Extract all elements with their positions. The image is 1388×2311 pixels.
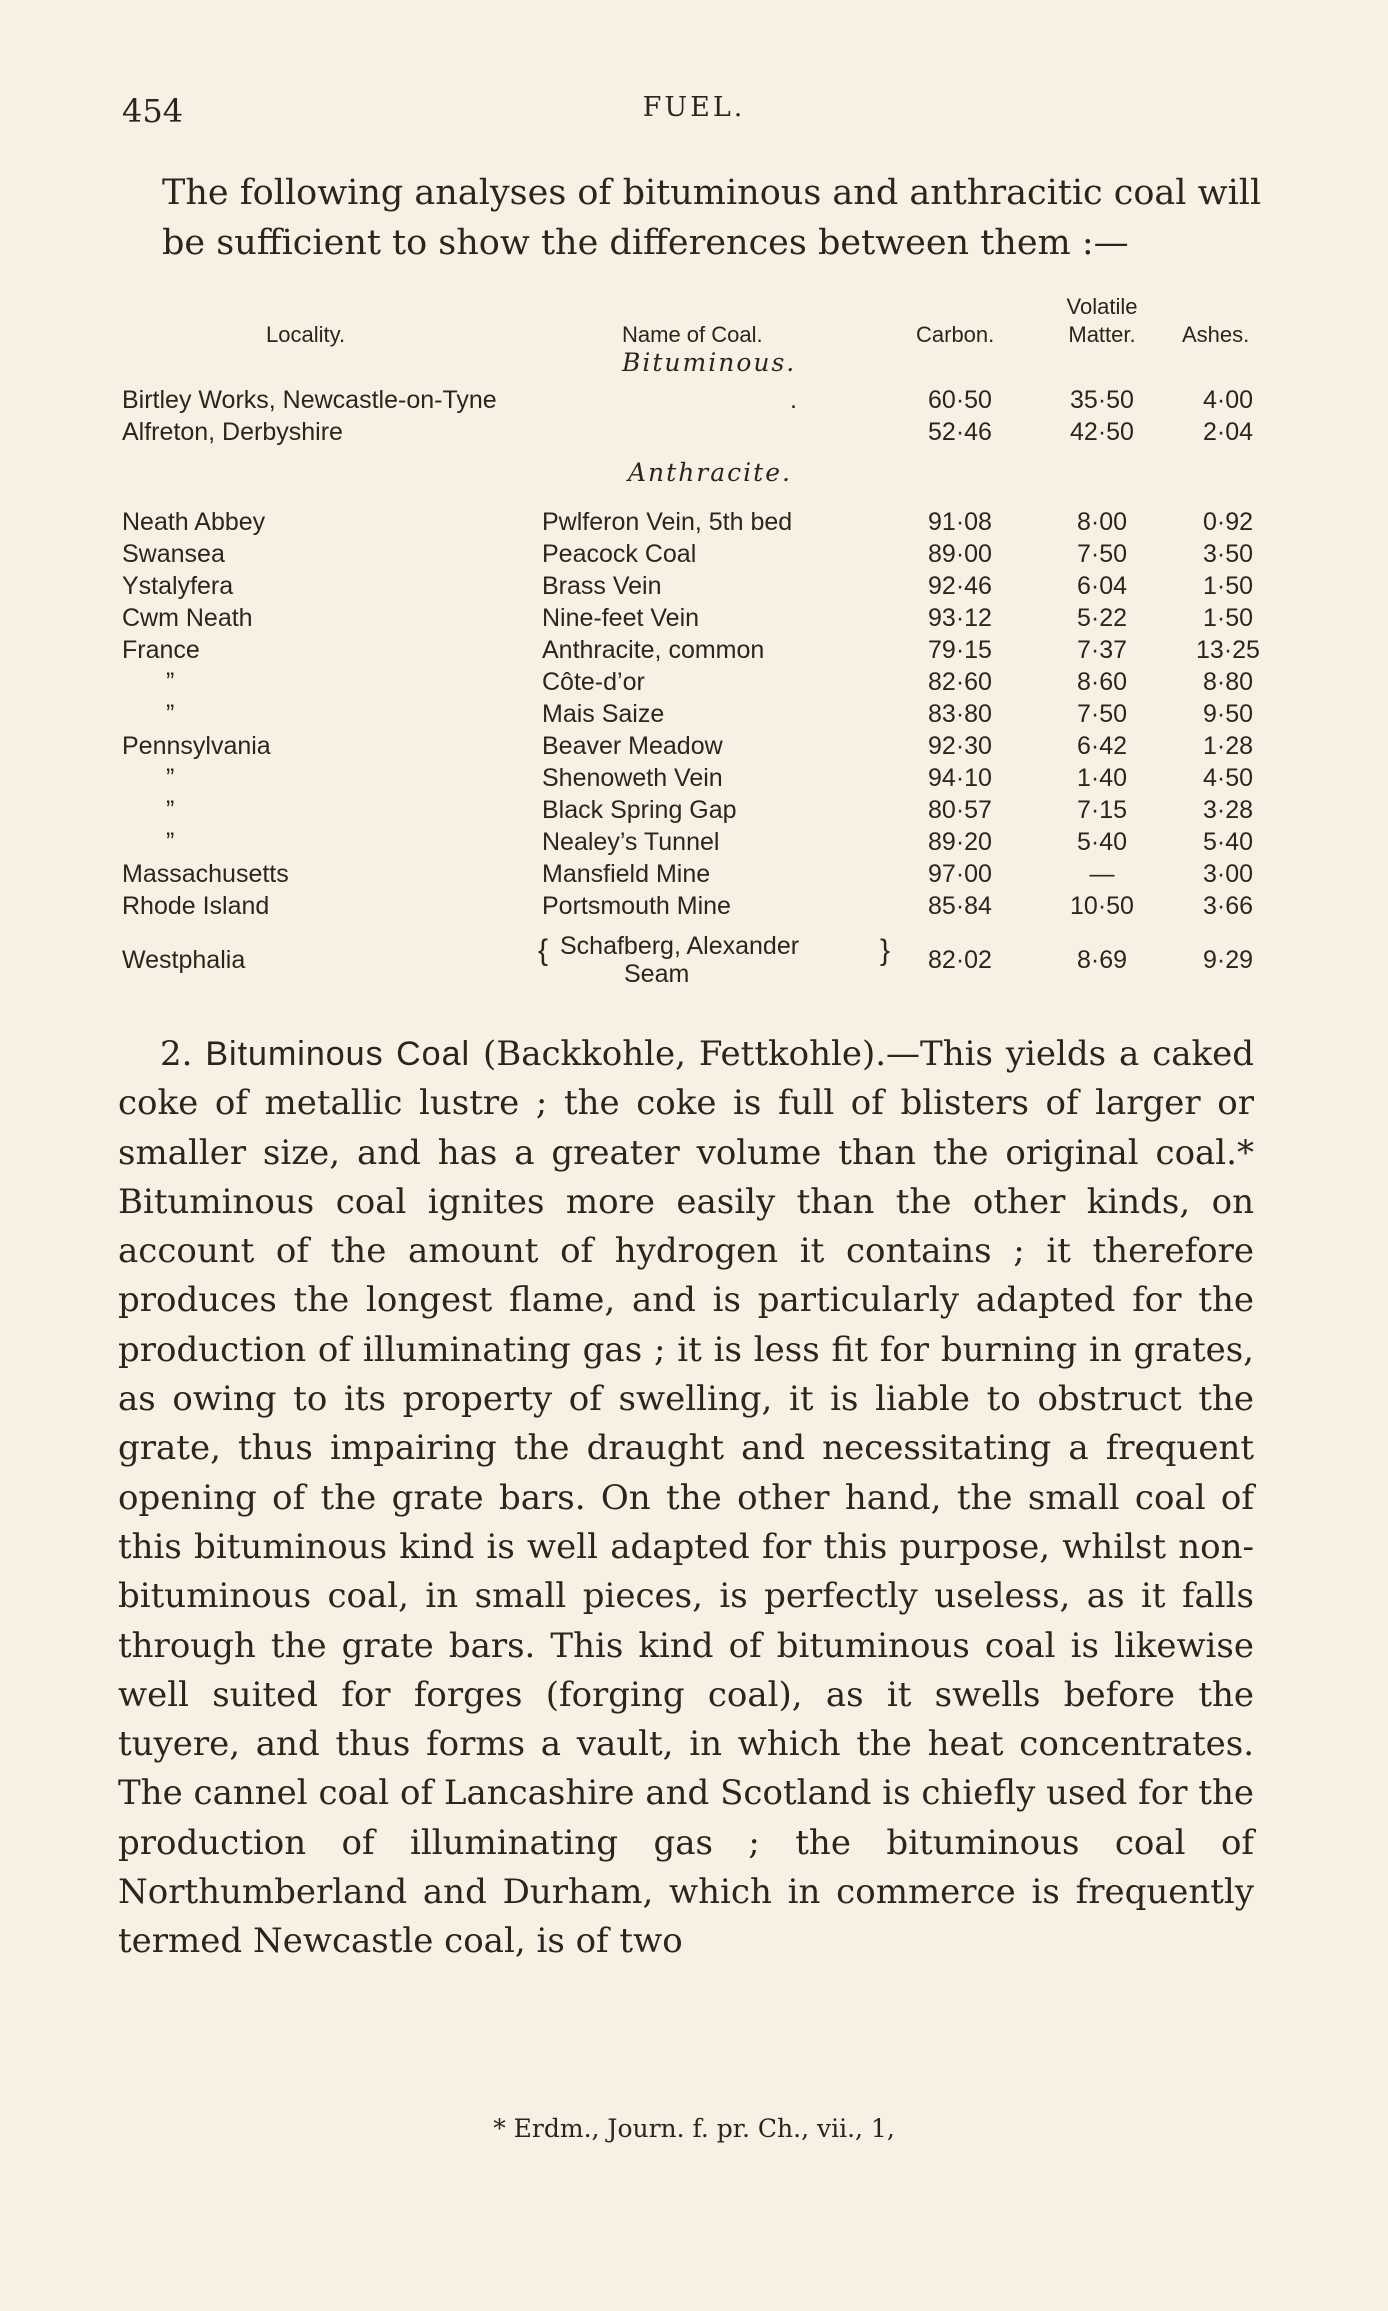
table-row (0, 636, 1388, 666)
table-row (0, 932, 1388, 992)
ashes-cell: 1·28 (1202, 732, 1254, 760)
ashes-cell: 5·40 (1202, 828, 1254, 856)
ashes-cell: 4·50 (1202, 764, 1254, 792)
volatile-cell: 8·69 (1076, 946, 1128, 974)
column-header-carbon: Carbon. (916, 322, 995, 347)
ashes-cell: 3·66 (1202, 892, 1254, 920)
carbon-cell: 94·10 (928, 764, 992, 792)
table-row (0, 828, 1388, 858)
carbon-cell: 93·12 (928, 604, 992, 632)
coal-name-cell: Portsmouth Mine (542, 892, 731, 920)
locality-cell: Alfreton, Derbyshire (122, 418, 343, 446)
coal-name-cell: Brass Vein (542, 572, 662, 600)
section-title: Bituminous Coal (205, 1035, 471, 1073)
locality-cell: ” (166, 764, 175, 792)
locality-cell: Rhode Island (122, 892, 270, 920)
locality-cell: Westphalia (122, 946, 246, 974)
coal-name-cell: Black Spring Gap (542, 796, 737, 824)
page-number: 454 (122, 92, 184, 130)
column-header-name: Name of Coal. (622, 322, 763, 347)
carbon-cell: 52·46 (928, 418, 992, 446)
coal-name-cell: Nine-feet Vein (542, 604, 700, 632)
carbon-cell: 82·02 (928, 946, 992, 974)
locality-cell: Pennsylvania (122, 732, 271, 760)
locality-cell: Massachusetts (122, 860, 289, 888)
ashes-cell: 4·00 (1202, 386, 1254, 414)
section-label-bituminous: Bituminous. (622, 348, 797, 377)
volatile-cell: 7·37 (1076, 636, 1128, 664)
ashes-cell: 2·04 (1202, 418, 1254, 446)
locality-cell: France (122, 636, 200, 664)
volatile-cell: 7·50 (1076, 700, 1128, 728)
volatile-cell: 7·50 (1076, 540, 1128, 568)
table-row (0, 508, 1388, 538)
table-row (0, 764, 1388, 794)
locality-cell: Cwm Neath (122, 604, 253, 632)
table-row (0, 572, 1388, 602)
volatile-cell: 10·50 (1070, 892, 1134, 920)
carbon-cell: 79·15 (928, 636, 992, 664)
ashes-cell: 8·80 (1202, 668, 1254, 696)
locality-cell: Neath Abbey (122, 508, 266, 536)
locality-cell: ” (166, 668, 175, 696)
leader-dot: . (790, 386, 797, 414)
coal-name-cell: Nealey’s Tunnel (542, 828, 720, 856)
intro-paragraph: The following analyses of bituminous and anthracitic coal will be sufficient to show the differences between them :— (162, 173, 1262, 263)
coal-name-line2: Seam (624, 960, 690, 988)
volatile-cell: 42·50 (1070, 418, 1134, 446)
locality-cell: Swansea (122, 540, 225, 568)
carbon-cell: 91·08 (928, 508, 992, 536)
volatile-cell: 8·00 (1076, 508, 1128, 536)
section-number: 2. (160, 1034, 193, 1074)
locality-cell: Birtley Works, Newcastle-on-Tyne (122, 386, 497, 414)
volatile-cell: 6·42 (1076, 732, 1128, 760)
right-brace: } (880, 934, 891, 967)
column-header-volatile-line1: Volatile (1066, 294, 1138, 319)
volatile-cell: 6·04 (1076, 572, 1128, 600)
paragraph-text: (Backkohle, Fettkohle).—This yields a caked coke of metallic lustre ; the coke is full of blisters of larger or smaller size, and has a greater volume than the original coal.* Bituminous coal ignites more easily than the other kinds, on account of the amount of hydrogen it contains ; it therefore produces the longest flame, and is particularly adapted for the production of illuminating gas ; it is less fit for burning in grates, as owing to its property of swelling, it is liable to obstruct the grate, thus impairing the draught and necessitating a frequent opening of the grate bars. On the other hand, the small coal of this bituminous kind is well adapted for this purpose, whilst non-bituminous coal, in small pieces, is perfectly useless, as it falls through the grate bars. This kind of bituminous coal is likewise well suited for forges (forging coal), as it swells before the tuyere, and thus forms a vault, in which the heat concentrates. The cannel coal of Lancashire and Scotland is chiefly used for the production of illuminating gas ; the bituminous coal of Northumberland and Durham, which in commerce is frequently termed Newcastle coal, is of two (118, 1034, 1255, 1962)
table-row (0, 668, 1388, 698)
volatile-cell: 1·40 (1076, 764, 1128, 792)
table-row (0, 860, 1388, 890)
volatile-cell: 8·60 (1076, 668, 1128, 696)
ashes-cell: 13·25 (1196, 636, 1260, 664)
coal-name-cell: Mansfield Mine (542, 860, 711, 888)
carbon-cell: 60·50 (928, 386, 992, 414)
volatile-cell: 5·22 (1076, 604, 1128, 632)
column-header-volatile-line2: Matter. (1068, 322, 1136, 347)
ashes-cell: 9·50 (1202, 700, 1254, 728)
coal-name-cell: Côte-d’or (542, 668, 645, 696)
ashes-cell: 1·50 (1202, 604, 1254, 632)
carbon-cell: 80·57 (928, 796, 992, 824)
coal-name-cell: Shenoweth Vein (542, 764, 723, 792)
table-row (0, 604, 1388, 634)
ashes-cell: 3·00 (1202, 860, 1254, 888)
body-paragraph (118, 1030, 1254, 1967)
ashes-cell: 9·29 (1202, 946, 1254, 974)
locality-cell: Ystalyfera (122, 572, 234, 600)
column-header-ashes: Ashes. (1182, 322, 1250, 347)
carbon-cell: 89·00 (928, 540, 992, 568)
locality-cell: ” (166, 700, 175, 728)
section-label-anthracite: Anthracite. (628, 458, 792, 487)
table-row (0, 540, 1388, 570)
table-row (0, 732, 1388, 762)
carbon-cell: 83·80 (928, 700, 992, 728)
table-row (0, 892, 1388, 922)
carbon-cell: 92·46 (928, 572, 992, 600)
column-header-locality: Locality. (266, 322, 346, 347)
footnote: * Erdm., Journ. f. pr. Ch., vii., 1, (493, 2114, 895, 2143)
coal-name-cell: Peacock Coal (542, 540, 697, 568)
volatile-cell: 7·15 (1076, 796, 1128, 824)
carbon-cell: 97·00 (928, 860, 992, 888)
left-brace: { (538, 934, 549, 967)
table-row (0, 386, 1388, 416)
ashes-cell: 3·50 (1202, 540, 1254, 568)
volatile-cell: 35·50 (1070, 386, 1134, 414)
table-row (0, 700, 1388, 730)
ashes-cell: 0·92 (1202, 508, 1254, 536)
carbon-cell: 92·30 (928, 732, 992, 760)
volatile-cell: 5·40 (1076, 828, 1128, 856)
locality-cell: ” (166, 796, 175, 824)
coal-name-cell: Beaver Meadow (542, 732, 723, 760)
carbon-cell: 85·84 (928, 892, 992, 920)
carbon-cell: 89·20 (928, 828, 992, 856)
page-header (122, 92, 1266, 132)
coal-name-cell: Pwlferon Vein, 5th bed (542, 508, 793, 536)
carbon-cell: 82·60 (928, 668, 992, 696)
coal-name-cell: Anthracite, common (542, 636, 765, 664)
ashes-cell: 3·28 (1202, 796, 1254, 824)
volatile-cell: — (1089, 860, 1115, 888)
table-row (0, 796, 1388, 826)
running-title: FUEL. (642, 92, 746, 123)
locality-cell: ” (166, 828, 175, 856)
ashes-cell: 1·50 (1202, 572, 1254, 600)
coal-name-line1: Schafberg, Alexander (560, 932, 800, 960)
coal-name-cell: Mais Saize (542, 700, 665, 728)
table-row (0, 418, 1388, 448)
